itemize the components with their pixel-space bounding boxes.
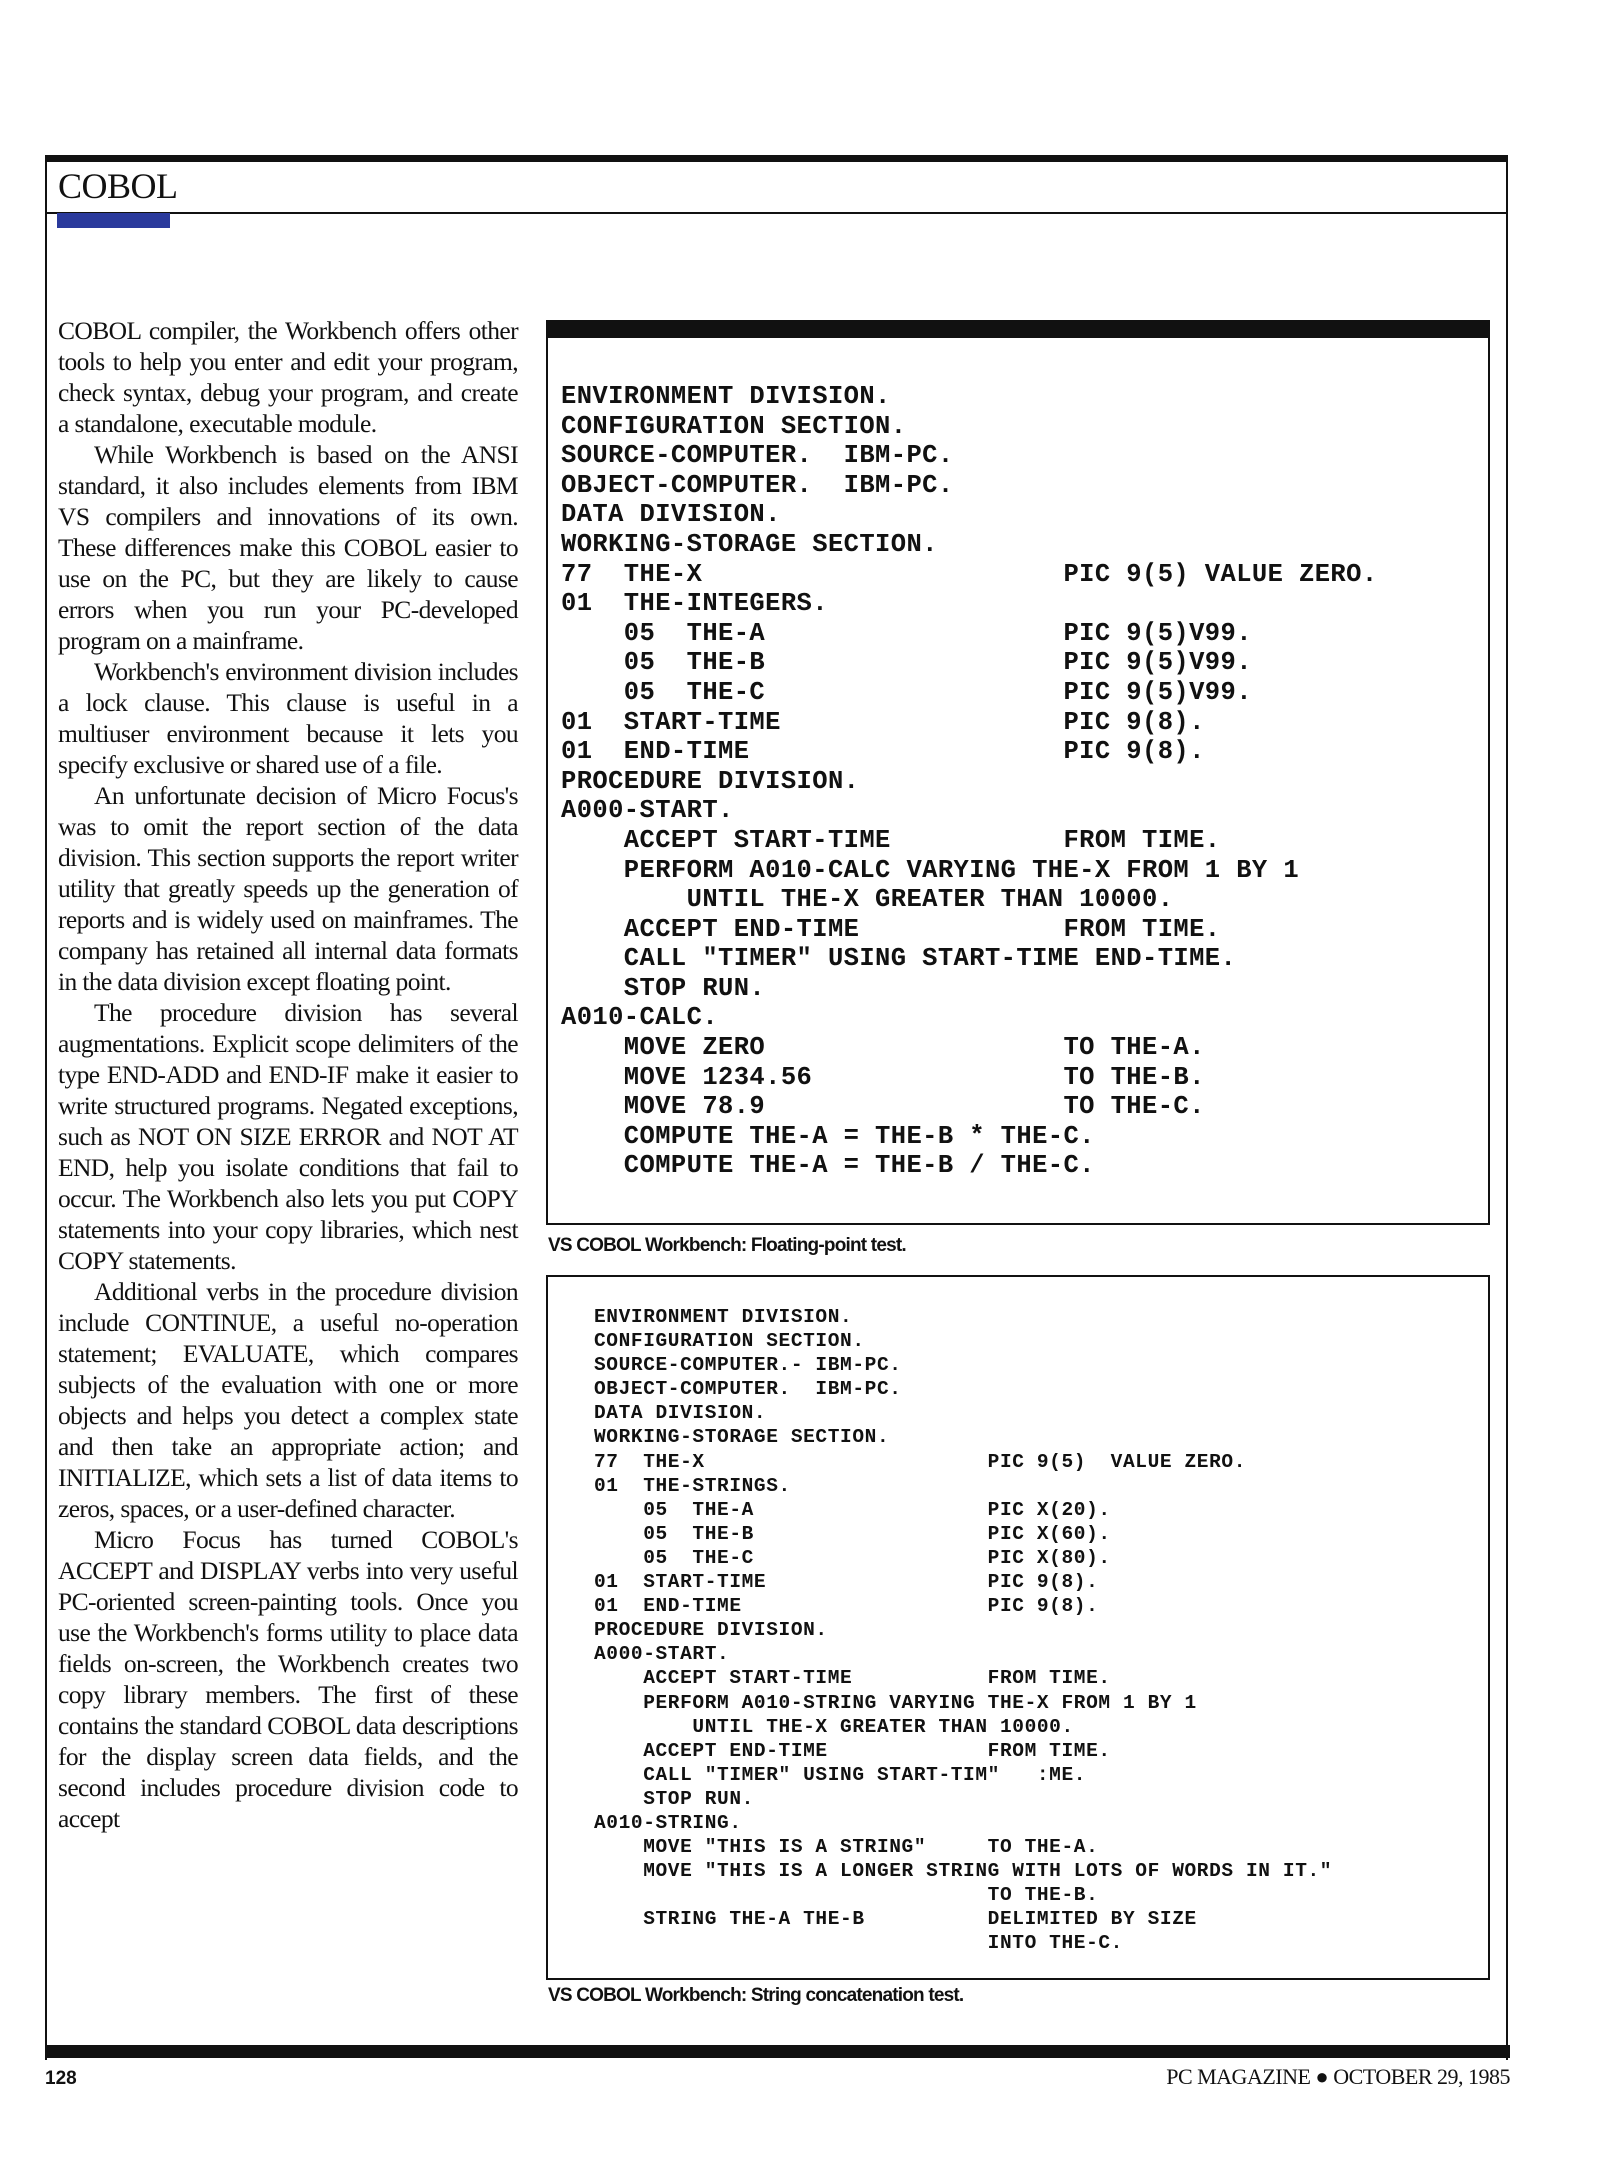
string-concatenation-code: ENVIRONMENT DIVISION. CONFIGURATION SECTION. SOURCE-COMPUTER.- IBM-PC. OBJECT-COMPUTER. IBM-PC. DATA DIVISION. WORKING-STORAGE SECTION. 77 THE-X PIC 9(5) VALUE ZERO. 01 THE-STRINGS. 05 THE-A PIC X(20). 05 THE-B PIC X(60). 05 THE-C PIC X(80). 01 START-TIME PIC 9(8). 01 END-TIME PIC 9(8). PROCEDURE DIVISION. A000-START. ACCEPT START-TIME FROM TIME. PERFORM A010-STRING VARYING THE-X FROM 1 BY 1 UNTIL THE-X GREATER THAN 10000. ACCEPT END-TIME FROM TIME. CALL "TIMER" USING START-TIM" :ME. STOP RUN. A010-STRING. MOVE "THIS IS A STRING" TO THE-A. MOVE "THIS IS A LONGER STRING WITH LOTS OF WORDS IN IT." TO THE-B. STRING THE-A THE-B DELIMITED BY SIZE INTO THE-C. <box>594 1306 1333 1955</box>
floating-point-caption: VS COBOL Workbench: Floating-point test. <box>548 1235 906 1256</box>
article-paragraph: COBOL compiler, the Workbench offers other tools to help you enter and edit your program, check syntax, debug your program, and create a standalone, executable module. <box>58 316 518 438</box>
section-title: COBOL <box>58 166 178 206</box>
article-paragraph: Additional verbs in the procedure division include CONTINUE, a useful no-operation statement; EVALUATE, which compares subjects of the evaluation with one or more objects and helps you detect a complex state and then take an appropriate action; and INITIALIZE, which sets a list of data items to zeros, spaces, or a user-defined character. <box>58 1277 518 1523</box>
bottom-rule <box>45 2045 1510 2058</box>
header-rule <box>45 212 1508 214</box>
article-paragraph: While Workbench is based on the ANSI standard, it also includes elements from IBM VS compilers and innovations of its own. These differences make this COBOL easier to use on the PC, but they are likely to cause errors when you run your PC-developed program on a mainframe. <box>58 440 518 655</box>
page-number: 128 <box>45 2068 77 2089</box>
article-paragraph: Workbench's environment division includes a lock clause. This clause is useful in a multiuser environment because it lets you specify exclusive or shared use of a file. <box>58 657 518 779</box>
running-footer: PC MAGAZINE ● OCTOBER 29, 1985 <box>1166 2064 1510 2089</box>
floating-point-listing <box>546 320 1490 1225</box>
string-concatenation-caption: VS COBOL Workbench: String concatenation test. <box>548 1985 964 2006</box>
string-concatenation-listing <box>546 1275 1490 1980</box>
article-paragraph: The procedure division has several augmentations. Explicit scope delimiters of the type END-ADD and END-IF make it easier to write structured programs. Negated exceptions, such as NOT ON SIZE ERROR and NOT AT END, help you isolate conditions that fail to occur. The Workbench also lets you put COPY statements into your copy libraries, which nest COPY statements. <box>58 998 518 1275</box>
article-paragraph: An unfortunate decision of Micro Focus's was to omit the report section of the data division. This section supports the report writer utility that greatly speeds up the generation of reports and is widely used on mainframes. The company has retained all internal data formats in the data division except floating point. <box>58 781 518 996</box>
article-body <box>58 315 518 1834</box>
article-paragraph: Micro Focus has turned COBOL's ACCEPT and DISPLAY verbs into very useful PC-oriented screen-painting tools. Once you use the Workbench's forms utility to place data fields on-screen, the Workbench creates two copy library members. The first of these contains the standard COBOL data descriptions for the display screen data fields, and the second includes procedure division code to accept <box>58 1525 518 1833</box>
top-rule <box>45 155 1508 162</box>
floating-point-code: ENVIRONMENT DIVISION. CONFIGURATION SECTION. SOURCE-COMPUTER. IBM-PC. OBJECT-COMPUTER. IBM-PC. DATA DIVISION. WORKING-STORAGE SECTION. 77 THE-X PIC 9(5) VALUE ZERO. 01 THE-INTEGERS. 05 THE-A PIC 9(5)V99. 05 THE-B PIC 9(5)V99. 05 THE-C PIC 9(5)V99. 01 START-TIME PIC 9(8). 01 END-TIME PIC 9(8). PROCEDURE DIVISION. A000-START. ACCEPT START-TIME FROM TIME. PERFORM A010-CALC VARYING THE-X FROM 1 BY 1 UNTIL THE-X GREATER THAN 10000. ACCEPT END-TIME FROM TIME. CALL "TIMER" USING START-TIME END-TIME. STOP RUN. A010-CALC. MOVE ZERO TO THE-A. MOVE 1234.56 TO THE-B. MOVE 78.9 TO THE-C. COMPUTE THE-A = THE-B * THE-C. COMPUTE THE-A = THE-B / THE-C. <box>561 382 1378 1181</box>
accent-bar <box>57 213 170 228</box>
